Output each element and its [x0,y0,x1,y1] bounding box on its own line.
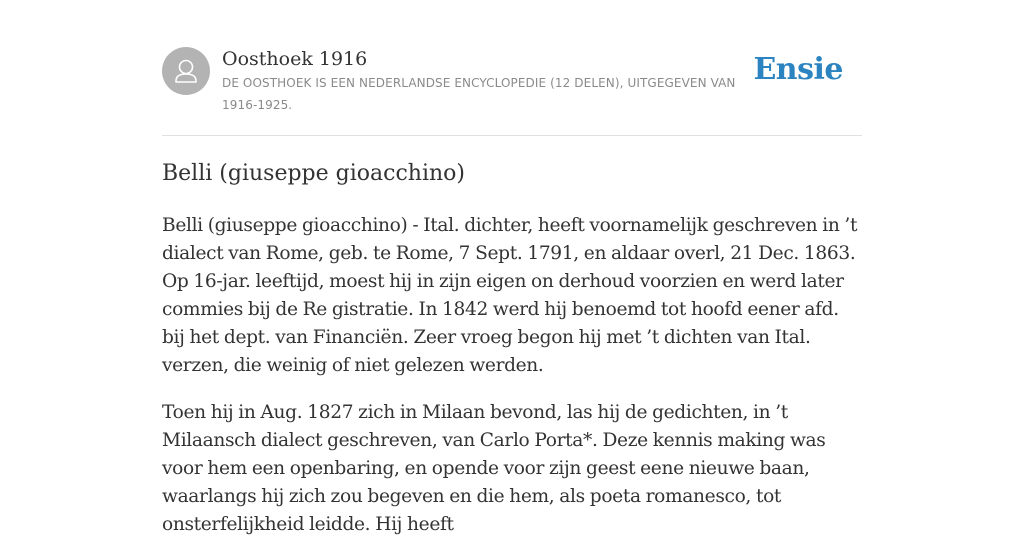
user-silhouette-icon [162,47,210,95]
brand-logo-link[interactable]: Ensie [753,52,843,87]
article-paragraph: Belli (giuseppe gioacchino) - Ital. dichter, heeft voornamelijk geschreven in ’t dialect van Rome, geb. te Rome, 7 Sept. 1791, en aldaar overl, 21 Dec. 1863. Op 16-jar. leeftijd, moest hij in zijn eigen on derhoud voorzien en werd later commies bij de Re gistratie. In 1842 werd hij benoemd tot hoofd eener afd. bij het dept. van Financiën. Zeer vroeg begon hij met ’t dichten van Ital. verzen, die weinig of niet gelezen werden. [162,215,858,376]
article-body [162,212,864,558]
article-paragraph: Toen hij in Aug. 1827 zich in Milaan bevond, las hij de gedichten, in ’t Milaansch dialect geschreven, van Carlo Porta*. Deze kennis making was voor hem een openbaring, en opende voor zijn geest eene nieuwe baan, waarlangs hij zich zou begeven en die hem, als poeta romanesco, tot onsterfelijkheid leidde. Hij heeft [162,402,826,535]
avatar [162,47,210,95]
source-header [162,47,862,135]
source-title[interactable]: Oosthoek 1916 [222,48,368,70]
header-divider [162,135,862,136]
article-title: Belli (giuseppe gioacchino) [162,161,465,186]
source-description: DE OOSTHOEK IS EEN NEDERLANDSE ENCYCLOPEDIE (12 DELEN), UITGEGEVEN VAN 1916-1925. [222,76,736,112]
